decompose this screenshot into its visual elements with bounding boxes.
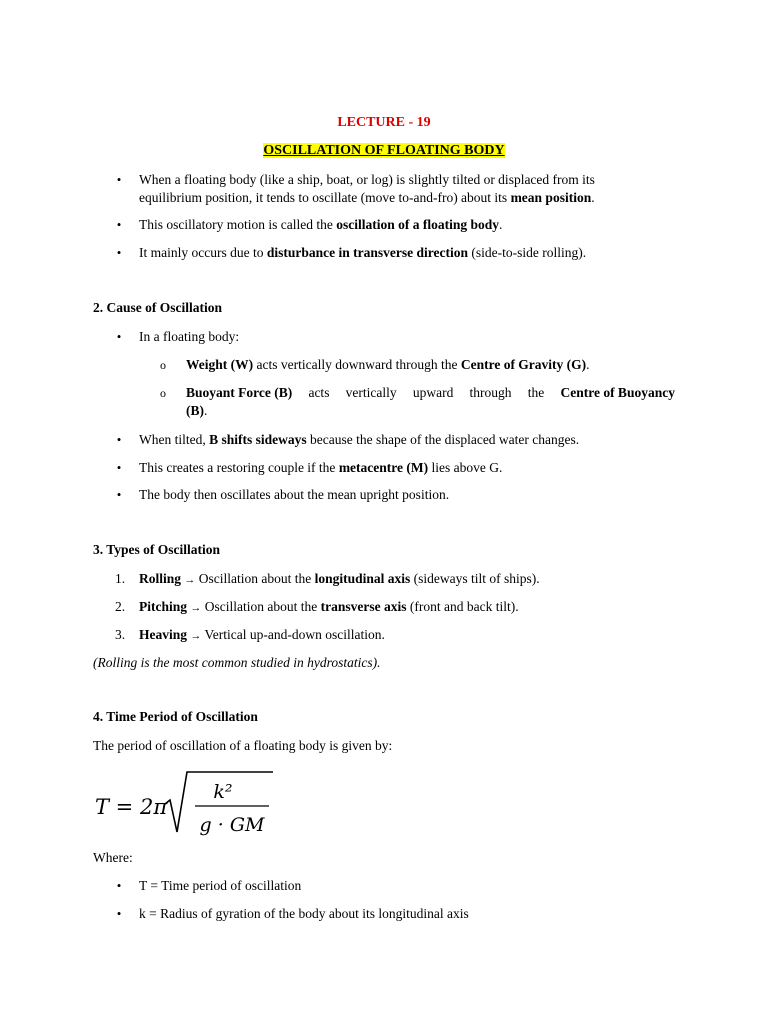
period-intro: The period of oscillation of a floating body is given by: <box>93 738 393 753</box>
formula-graphic <box>93 768 283 840</box>
types-note: (Rolling is the most common studied in hydrostatics). <box>93 655 381 670</box>
right-arrow-icon: → <box>184 574 196 586</box>
cause-bullet-3-text <box>139 459 502 477</box>
intro-bullet-1-text <box>139 171 679 207</box>
types-item-1 <box>115 570 125 588</box>
where-bullet-1-text: T = Time period of oscillation <box>139 878 302 893</box>
intro-b1-line1: When a floating body (like a ship, boat, or log) is slightly tilted or displaced from its <box>139 172 595 187</box>
disc-bullet-icon <box>114 877 124 895</box>
intro-bullet-2-text <box>139 216 502 234</box>
cause-b2-post: because the shape of the displaced water changes. <box>306 432 580 447</box>
cause-bullet-2-text <box>139 431 579 449</box>
disc-bullet-icon <box>114 459 124 477</box>
cause-sub-2-text <box>186 384 675 420</box>
intro-b3-bold: disturbance in transverse direction <box>266 245 468 260</box>
cause-s2-word: upward <box>412 385 454 400</box>
page-title <box>0 143 768 159</box>
cause-s1-bold1: Weight (W) <box>186 357 254 372</box>
types-item-3 <box>115 626 125 644</box>
disc-bullet-icon <box>114 486 124 504</box>
disc-bullet-icon <box>114 216 124 234</box>
intro-b3-pre: It mainly occurs due to <box>139 245 267 260</box>
cause-s2-bold1: Buoyant Force (B) <box>186 385 293 400</box>
types-item-2-bold: Pitching <box>139 599 188 614</box>
circle-o-bullet-icon: o <box>160 386 166 400</box>
intro-bullet-3-text <box>139 244 586 262</box>
formula-numerator: k² <box>213 781 233 803</box>
types-item-2 <box>115 598 125 616</box>
types-item-1-pre: Oscillation about the <box>195 571 315 586</box>
cause-b2-bold: B shifts sideways <box>209 432 307 447</box>
time-period-formula <box>93 768 283 840</box>
intro-b1-bold: mean position <box>510 190 592 205</box>
types-item-3-text <box>139 626 385 645</box>
cause-s2-line1 <box>186 384 675 402</box>
list-number: 3. <box>115 627 126 642</box>
intro-b1-line2: equilibrium position, it tends to oscillate (move to-and-fro) about its <box>139 190 511 205</box>
formula-lhs: T = 2π <box>95 795 168 819</box>
section-heading-cause: 2. Cause of Oscillation <box>93 300 223 315</box>
disc-bullet-icon <box>114 171 124 189</box>
cause-b3-pre: This creates a restoring couple if the <box>139 460 339 475</box>
disc-bullet-icon <box>114 905 124 923</box>
cause-s1-post: . <box>586 357 590 372</box>
types-item-2-bold2: transverse axis <box>320 599 407 614</box>
disc-bullet-icon <box>114 328 124 346</box>
types-item-2-pre: Oscillation about the <box>201 599 321 614</box>
types-item-1-bold: Rolling <box>139 571 182 586</box>
types-item-1-text <box>139 570 540 589</box>
cause-s2-word: through <box>469 385 512 400</box>
types-item-1-bold2: longitudinal axis <box>314 571 411 586</box>
cause-s1-bold2: Centre of Gravity (G) <box>460 357 587 372</box>
intro-b3-post: (side-to-side rolling). <box>467 245 587 260</box>
cause-bullet-1-text: In a floating body: <box>139 329 240 344</box>
lecture-number: LECTURE - 19 <box>337 115 431 130</box>
cause-s2-bold2: Centre of Buoyancy <box>560 385 675 400</box>
types-item-3-bold: Heaving <box>139 627 188 642</box>
types-item-2-text <box>139 598 519 617</box>
types-item-3-pre: Vertical up-and-down oscillation. <box>201 627 385 642</box>
cause-s2-word: the <box>527 385 545 400</box>
right-arrow-icon: → <box>190 602 202 614</box>
cause-s1-mid: acts vertically downward through the <box>253 357 461 372</box>
cause-sub-1-text <box>186 356 590 374</box>
cause-b3-bold: metacentre (M) <box>338 460 429 475</box>
right-arrow-icon: → <box>190 630 202 642</box>
formula-denominator: g · GM <box>199 814 265 836</box>
intro-b1-post: . <box>591 190 595 205</box>
page-title-text: OSCILLATION OF FLOATING BODY <box>263 143 505 158</box>
cause-s2-mid-wrap: acts <box>308 385 330 400</box>
disc-bullet-icon <box>114 431 124 449</box>
section-heading-period: 4. Time Period of Oscillation <box>93 709 258 724</box>
cause-b2-pre: When tilted, <box>139 432 210 447</box>
where-bullet-2-text: k = Radius of gyration of the body about its longitudinal axis <box>139 906 469 921</box>
where-label: Where: <box>93 850 133 865</box>
cause-bullet-4-text: The body then oscillates about the mean upright position. <box>139 487 450 502</box>
cause-s2-line2 <box>186 402 675 420</box>
cause-b3-post: lies above G. <box>428 460 503 475</box>
types-item-2-post: (front and back tilt). <box>406 599 519 614</box>
list-number: 2. <box>115 599 126 614</box>
cause-s2-line2-bold: (B) <box>186 403 204 418</box>
intro-b2-bold: oscillation of a floating body <box>336 217 499 232</box>
list-number: 1. <box>115 571 126 586</box>
cause-s2-word: vertically <box>345 385 397 400</box>
intro-b2-post: . <box>498 217 503 232</box>
section-heading-types: 3. Types of Oscillation <box>93 542 221 557</box>
disc-bullet-icon <box>114 244 124 262</box>
circle-o-bullet-icon: o <box>160 358 166 372</box>
types-item-1-post: (sideways tilt of ships). <box>410 571 540 586</box>
intro-b2-pre: This oscillatory motion is called the <box>139 217 337 232</box>
cause-s2-line2-post: . <box>204 403 208 418</box>
